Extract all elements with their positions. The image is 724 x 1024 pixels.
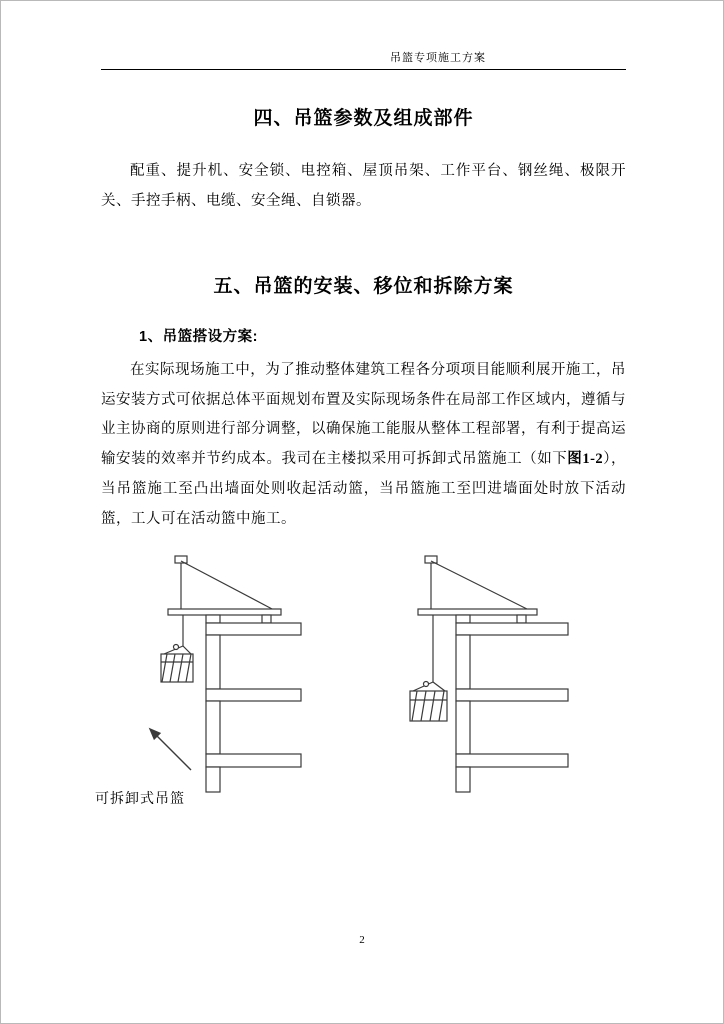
figure-gondola-drawing-left xyxy=(144,554,304,804)
subsection-heading: 1、吊篮搭设方案: xyxy=(139,329,258,345)
section-heading-5: 五、吊篮的安装、移位和拆除方案 xyxy=(213,276,514,297)
section-heading-4: 四、吊篮参数及组成部件 xyxy=(253,108,474,129)
header-title: 吊篮专项施工方案 xyxy=(390,52,486,64)
pointer-arrow-icon xyxy=(150,729,191,770)
page-number: 2 xyxy=(359,934,365,946)
paragraph-text-after: ），当吊篮施工至凸出墙面处则收起活动篮，当吊篮施工至凹进墙面处时放下活动篮，工人可在活动篮中施工。 xyxy=(101,451,626,527)
paragraph-text-before: 在实际现场施工中，为了推动整体建筑工程各分项项目能顺利展开施工，吊运安装方式可依据总体平面规划布置及实际现场条件在局部工作区域内，遵循与业主协商的原则进行部分调整，以确保施工能服从整体工程部署，有利于提高运输安装的效率并节约成本。我司在主楼拟采用可拆卸式吊篮施工（如下 xyxy=(101,362,626,468)
figure-reference: 图1-2 xyxy=(567,451,604,468)
figure-caption: 可拆卸式吊篮 xyxy=(95,792,185,807)
section-5-paragraph xyxy=(101,356,626,534)
section-4-paragraph: 配重、提升机、安全锁、电控箱、屋顶吊架、工作平台、钢丝绳、极限开关、手控手柄、电缆、安全绳、自锁器。 xyxy=(101,163,626,209)
page-header xyxy=(101,49,626,70)
figure-gondola-drawing-right xyxy=(389,554,574,804)
